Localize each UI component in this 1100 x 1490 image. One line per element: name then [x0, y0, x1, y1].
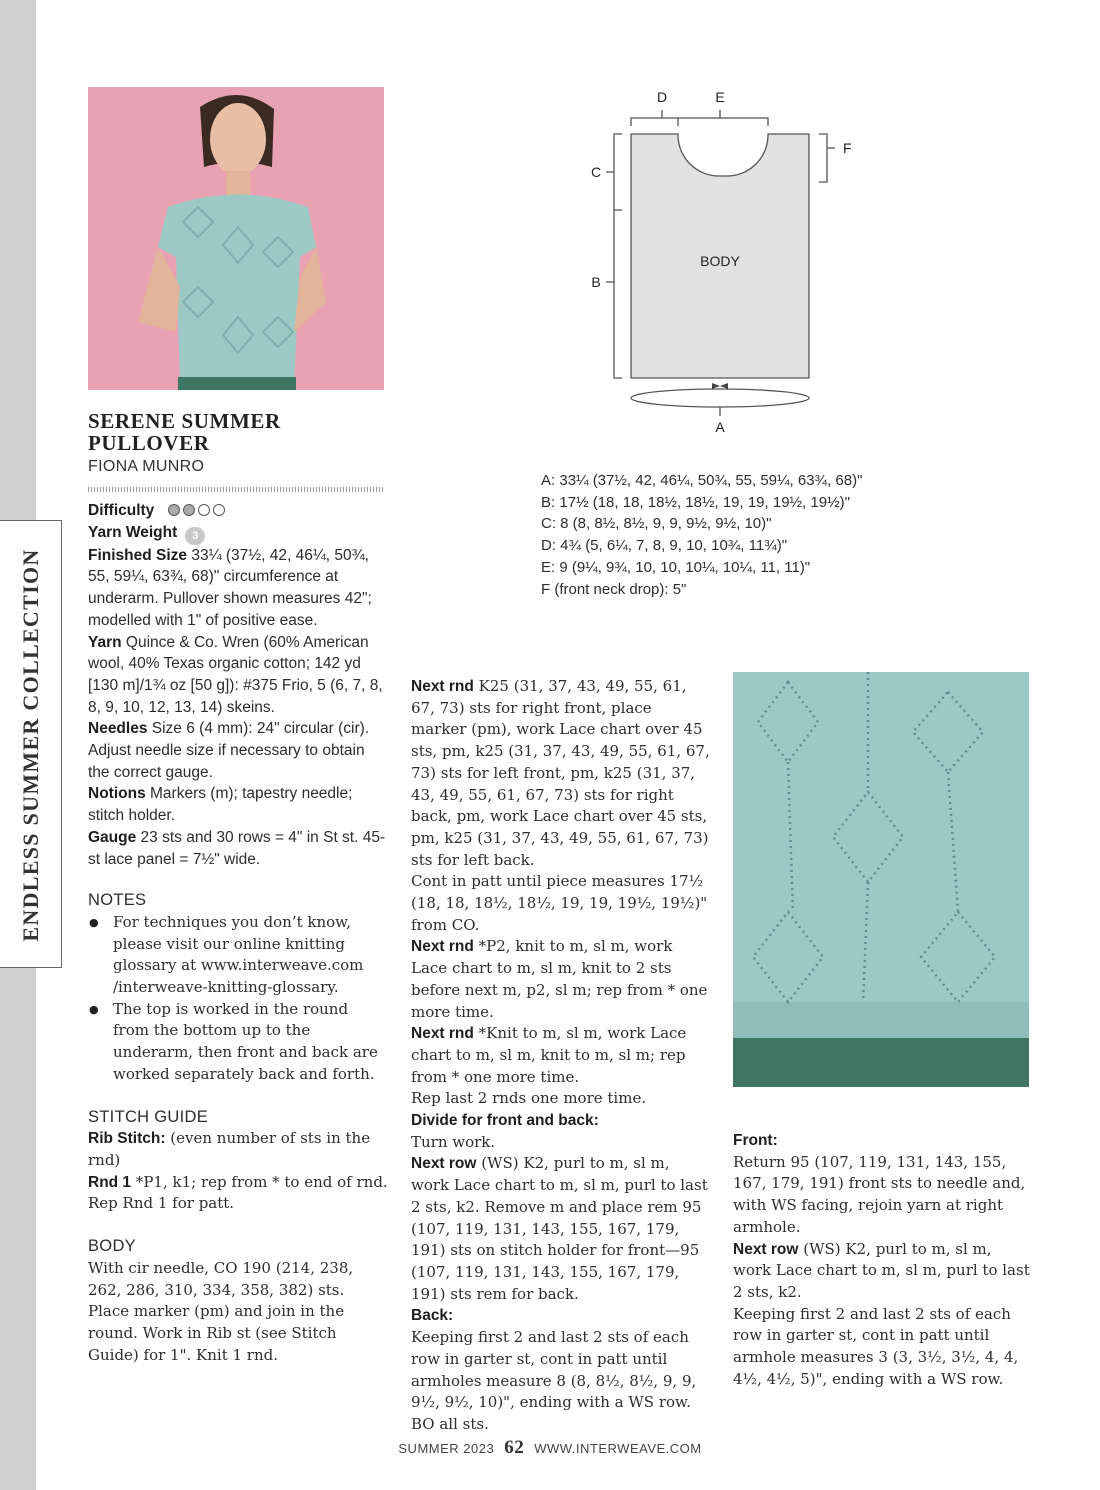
column-1: [88, 500, 388, 1366]
page-number: 62: [504, 1437, 525, 1458]
front-keep-text: Keeping first 2 and last 2 sts of each row in garter st, cont in patt until armhole measures 3 (3, 3½, 3½, 4, 4, 4½, 4½, 5)", ending with a WS row.: [733, 1304, 1019, 1388]
yarn-weight-icon: 3: [185, 527, 205, 545]
repeat-rnds: Rep last 2 rnds one more time.: [411, 1089, 647, 1108]
label-e: E: [715, 89, 725, 105]
list-item: ● The top is worked in the round from the bottom up to the underarm, then front and back are worked separately back and forth.: [88, 999, 388, 1086]
notions: Notions Markers (m); tapestry needle; stitch holder.: [88, 785, 353, 825]
next-rnd-2: Next rnd *P2, knit to m, sl m, work Lace chart to m, sl m, knit to 2 sts before next m, p2, sl m; rep from * one more time.: [411, 937, 708, 1021]
yarn: Yarn Quince & Co. Wren (60% American wool, 40% Texas organic cotton; 142 yd [130 m]/1¾ oz [50 g]): #375 Frio, 5 (6, 7, 8, 8, 9, 10, 12, 13, 14) skeins.: [88, 633, 383, 716]
difficulty-dot-icon: [213, 504, 225, 516]
rib-repeat: Rep Rnd 1 for patt.: [88, 1194, 235, 1213]
column-2: [411, 676, 711, 1436]
divide-heading: Divide for front and back:: [411, 1112, 599, 1130]
measure-c: C: 8 (8, 8½, 8½, 9, 9, 9½, 9½, 10)": [541, 515, 772, 533]
back-heading: Back:: [411, 1307, 454, 1325]
lace-detail-photo: [733, 672, 1029, 1087]
label-f: F: [843, 140, 852, 156]
difficulty-dot-icon: [183, 504, 195, 516]
stitch-guide-heading: STITCH GUIDE: [88, 1107, 209, 1126]
notes-list: [88, 912, 388, 1086]
body-label: BODY: [700, 253, 740, 269]
designer-name: FIONA MUNRO: [88, 458, 205, 475]
difficulty-rating: [165, 501, 225, 519]
measure-e: E: 9 (9¼, 9¾, 10, 10, 10¼, 10¼, 11, 11)": [541, 558, 811, 576]
rib-stitch: Rib Stitch: (even number of sts in the rnd): [88, 1129, 371, 1169]
needles: Needles Size 6 (4 mm): 24" circular (cir). Adjust needle size if necessary to obtain the correct gauge.: [88, 720, 370, 781]
body-schematic: [560, 82, 880, 442]
difficulty-dot-icon: [168, 504, 180, 516]
next-rnd-3: Next rnd *Knit to m, sl m, work Lace chart to m, sl m, knit to m, sl m; rep from * one more time.: [411, 1024, 687, 1086]
measurements-list: [541, 470, 862, 600]
front-next-row: Next row (WS) K2, purl to m, sl m, work Lace chart to m, sl m, purl to last 2 sts, k2.: [733, 1239, 1030, 1301]
front-text: Return 95 (107, 119, 131, 143, 155, 167, 179, 191) front sts to needle and, with WS facing, rejoin yarn at right armhole.: [733, 1152, 1026, 1236]
yarn-weight-row: Yarn Weight 3: [88, 522, 388, 545]
measure-d: D: 4¾ (5, 6¼, 7, 8, 9, 10, 10¾, 11¾)": [541, 537, 788, 555]
turn-work: Turn work.: [411, 1132, 496, 1151]
label-b: B: [591, 274, 601, 290]
measure-f: F (front neck drop): 5": [541, 580, 687, 598]
section-side-tab: [0, 520, 62, 968]
back-text: Keeping first 2 and last 2 sts of each row in garter st, cont in patt until armholes measure 8 (8, 8½, 8½, 9, 9, 9½, 9½, 10)", ending with a WS row.: [411, 1328, 697, 1412]
divider-rule: [88, 487, 384, 492]
measure-b: B: 17½ (18, 18, 18½, 18½, 19, 19, 19½, 19½)": [541, 493, 850, 511]
cont-patt: Cont in patt until piece measures 17½ (18, 18, 18½, 18½, 19, 19, 19½, 19½)" from CO.: [411, 872, 708, 934]
measure-a: A: 33¼ (37½, 42, 46¼, 50¾, 55, 59¼, 63¾, 68)": [541, 472, 863, 489]
difficulty-row: Difficulty: [88, 500, 388, 522]
label-a: A: [715, 419, 725, 435]
rnd-1: Rnd 1 *P1, k1; rep from * to end of rnd.: [88, 1172, 388, 1191]
difficulty-dot-icon: [198, 504, 210, 516]
footer-site: WWW.INTERWEAVE.COM: [534, 1441, 702, 1456]
list-item: ● For techniques you don’t know, please visit our online knitting glossary at www.interweave.com /interweave-knitting-glossary.: [88, 912, 388, 999]
section-tab-label: ENDLESS SUMMER COLLECTION: [18, 548, 43, 942]
gauge: Gauge 23 sts and 30 rows = 4" in St st. 45-st lace panel = 7½" wide.: [88, 828, 386, 868]
label-c: C: [590, 164, 602, 180]
notes-heading: NOTES: [88, 891, 147, 910]
next-row: Next row (WS) K2, purl to m, sl m, work Lace chart to m, sl m, purl to last 2 sts, k2. Remove m and place rem 95 (107, 119, 131, 143, 155, 167, 179, 191) sts on stitch holder for front—95 (107, 119, 131, 143, 155, 167, 179, 191) sts rem for back.: [411, 1154, 708, 1303]
finished-size: Finished Size 33¼ (37½, 42, 46¼, 50¾, 55, 59¼, 63¾, 68)" circumference at underarm. Pullover shown measures 42"; modelled with 1" of positive ease.: [88, 546, 372, 629]
body-heading: BODY: [88, 1237, 136, 1256]
next-rnd-1: Next rnd K25 (31, 37, 43, 49, 55, 61, 67, 73) sts for right front, place marker (pm), work Lace chart over 45 sts, pm, k25 (31, 37, 43, 49, 55, 61, 67, 73) sts for left front, pm, k25 (31, 37, 43, 49, 55, 61, 67, 73) sts for right back, pm, work Lace chart over 45 sts, pm, k25 (31, 37, 43, 49, 55, 61, 67, 73) sts for left back.: [411, 677, 710, 869]
model-photo: [88, 87, 384, 390]
bind-off: BO all sts.: [411, 1414, 489, 1433]
label-d: D: [656, 89, 668, 105]
page-footer: [0, 1437, 1100, 1459]
front-heading: Front:: [733, 1132, 778, 1149]
pattern-title: SERENE SUMMER PULLOVER: [88, 409, 281, 455]
footer-issue: SUMMER 2023: [398, 1441, 495, 1456]
body-text: With cir needle, CO 190 (214, 238, 262, 286, 310, 334, 358, 382) sts. Place marker (pm) and join in the round. Work in Rib st (see Stitch Guide) for 1". Knit 1 rnd.: [88, 1258, 354, 1364]
column-3: [733, 1130, 1033, 1390]
